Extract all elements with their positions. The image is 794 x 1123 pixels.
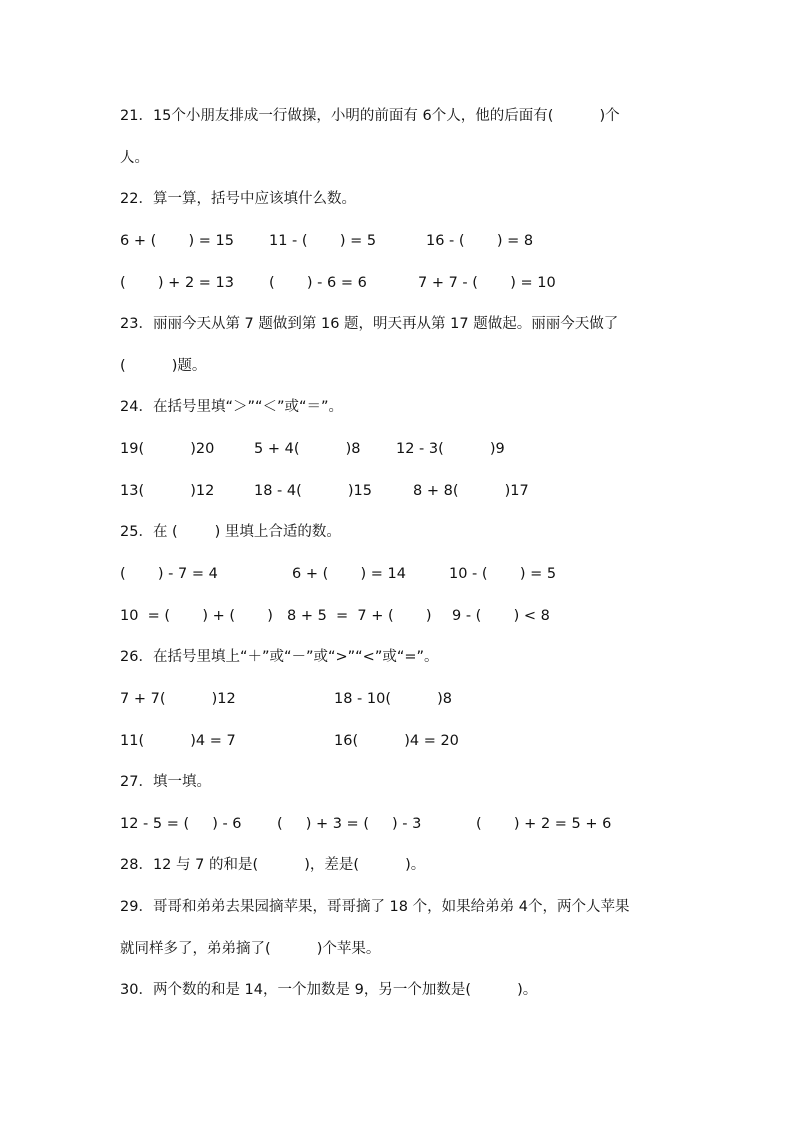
q22-r1-a: 6 + ( ) = 15 [120,233,234,249]
q24-title: 24．在括号里填“＞”“＜”或“＝”。 [120,399,344,415]
q24-r1-b: 5 + 4( )8 [254,441,361,457]
q26-r2-b: 16( )4 = 20 [334,733,459,749]
q29-line1: 29．哥哥和弟弟去果园摘苹果，哥哥摘了 18 个，如果给弟弟 4个，两个人苹果 [120,899,630,915]
q21-line2: 人。 [120,150,149,166]
q22-r2-b: ( ) - 6 = 6 [269,275,367,291]
q27-r1-b: ( ) + 3 = ( ) - 3 [277,816,422,832]
q27-r1-a: 12 - 5 = ( ) - 6 [120,816,242,832]
q26-r1-b: 18 - 10( )8 [334,691,452,707]
q22-r1-c: 16 - ( ) = 8 [426,233,534,249]
q24-r2-b: 18 - 4( )15 [254,483,372,499]
q26-r1-a: 7 + 7( )12 [120,691,236,707]
q23-line2: ( )题。 [120,358,207,374]
q23-line1: 23．丽丽今天从第 7 题做到第 16 题，明天再从第 17 题做起。丽丽今天做了 [120,316,619,332]
q24-r1-a: 19( )20 [120,441,215,457]
q25-r1-b: 6 + ( ) = 14 [292,566,406,582]
q26-r2-a: 11( )4 = 7 [120,733,236,749]
q29-line2: 就同样多了，弟弟摘了( )个苹果。 [120,941,381,957]
q21-line1: 21．15个小朋友排成一行做操，小明的前面有 6个人，他的后面有( )个 [120,108,620,124]
q24-r2-c: 8 + 8( )17 [413,483,529,499]
q27-title: 27．填一填。 [120,774,211,790]
q25-title: 25．在 ( ) 里填上合适的数。 [120,524,341,540]
q22-r2-a: ( ) + 2 = 13 [120,275,234,291]
q28-line1: 28．12 与 7 的和是( )，差是( )。 [120,857,426,873]
q22-r1-b: 11 - ( ) = 5 [269,233,377,249]
q22-title: 22．算一算，括号中应该填什么数。 [120,191,356,207]
q27-r1-c: ( ) + 2 = 5 + 6 [476,816,612,832]
q22-r2-c: 7 + 7 - ( ) = 10 [418,275,556,291]
q25-r1-a: ( ) - 7 = 4 [120,566,218,582]
q25-r1-c: 10 - ( ) = 5 [449,566,557,582]
q24-r1-c: 12 - 3( )9 [396,441,505,457]
q25-r2-c: 9 - ( ) < 8 [452,608,550,624]
q30-line1: 30．两个数的和是 14，一个加数是 9，另一个加数是( )。 [120,982,538,998]
q25-r2-b: 8 + 5 = 7 + ( ) [287,608,432,624]
q25-r2-a: 10 = ( ) + ( ) [120,608,273,624]
q26-title: 26．在括号里填上“＋”或“－”或“>”“<”或“=”。 [120,649,439,665]
q24-r2-a: 13( )12 [120,483,215,499]
